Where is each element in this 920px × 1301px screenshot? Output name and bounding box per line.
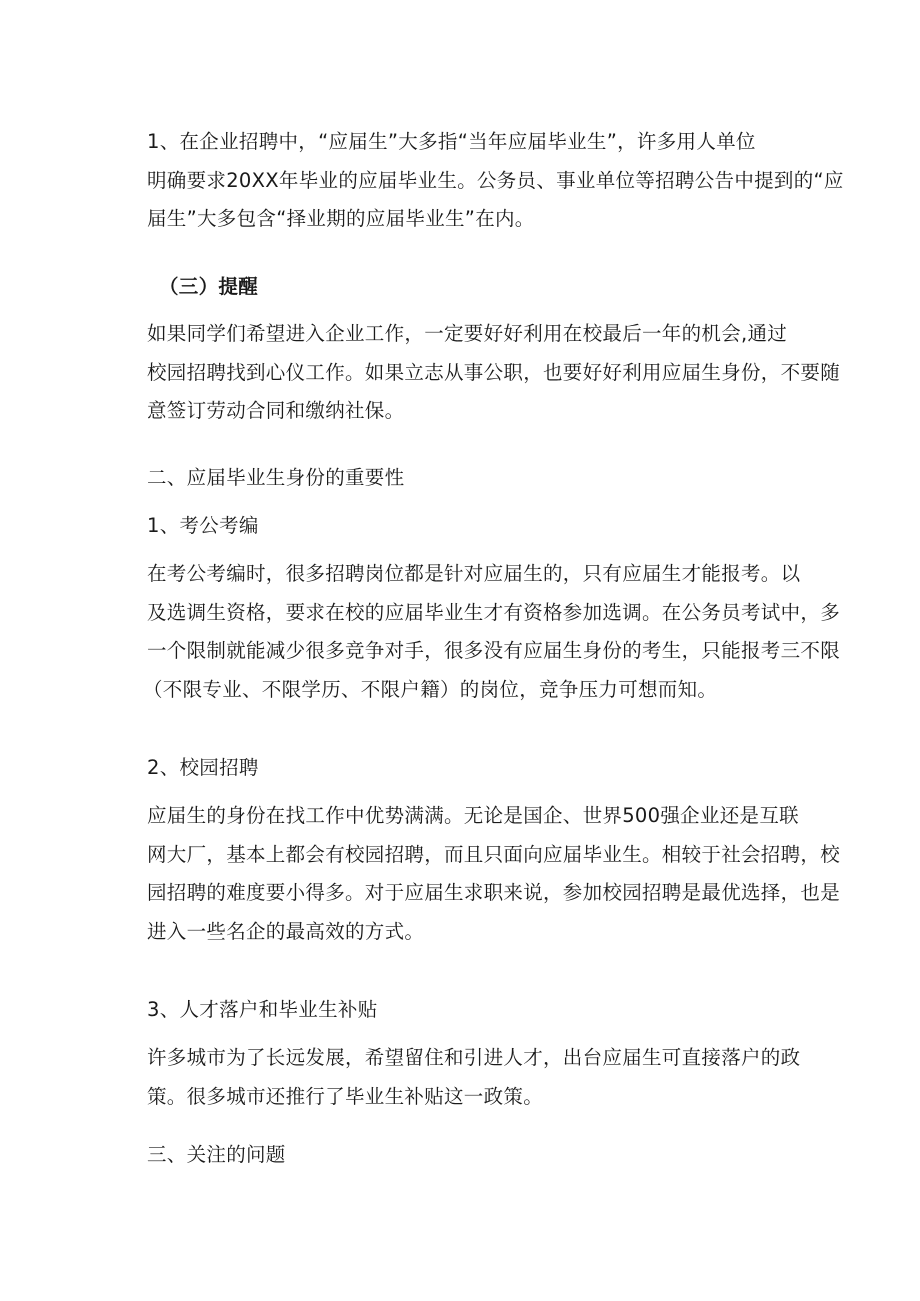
text-line: 进入一些名企的最高效的方式。 <box>147 919 425 943</box>
text-line: 网大厂，基本上都会有校园招聘，而且只面向应届毕业生。相较于社会招聘，校 <box>147 842 841 866</box>
paragraph-campus-recruitment <box>147 797 841 951</box>
paragraph-civil-service <box>143 555 841 709</box>
heading-section-two: 二、应届毕业生身份的重要性 <box>147 466 405 489</box>
paragraph-reminder <box>147 315 841 431</box>
text-line: 意签订劳动合同和缴纳社保。 <box>147 399 405 422</box>
heading-text: 2、校园招聘 <box>147 756 259 779</box>
text-line: 园招聘的难度要小得多。对于应届生求职来说，参加校园招聘是最优选择，也是 <box>147 881 841 904</box>
paragraph-settlement-subsidy <box>147 1039 813 1116</box>
text-line: 应届生的身份在找工作中优势满满。无论是国企、世界500强企业还是互联 <box>147 804 799 827</box>
paragraph-fresh-graduate-definition <box>147 123 844 239</box>
text-line: （不限专业、不限学历、不限户籍）的岗位，竞争压力可想而知。 <box>143 677 718 701</box>
heading-section-three: 三、关注的问题 <box>147 1143 286 1166</box>
text-line: 届生”大多包含“择业期的应届毕业生”在内。 <box>147 207 535 230</box>
heading-item-civil-service <box>147 507 813 546</box>
text-line: 校园招聘找到心仪工作。如果立志从事公职，也要好好利用应届生身份，不要随 <box>147 360 841 384</box>
text-line: 及选调生资格，要求在校的应届毕业生才有资格参加选调。在公务员考试中，多 <box>147 600 841 624</box>
text-line: 如果同学们希望进入企业工作，一定要好好利用在校最后一年的机会,通过 <box>147 322 788 345</box>
text-line: 许多城市为了长远发展，希望留住和引进人才，出台应届生可直接落户的政 <box>147 1046 801 1069</box>
heading-item-settlement-subsidy <box>147 991 813 1030</box>
text-line: 1、在企业招聘中，“应届生”大多指“当年应届毕业生”，许多用人单位 <box>147 130 756 153</box>
text-line: 明确要求20XX年毕业的应届毕业生。公务员、事业单位等招聘公告中提到的“应 <box>147 168 844 192</box>
heading-text: 3、人才落户和毕业生补贴 <box>147 998 378 1021</box>
heading-reminder: （三）提醒 <box>159 275 259 298</box>
text-line: 一个限制就能减少很多竞争对手，很多没有应届生身份的考生，只能报考三不限 <box>147 639 841 662</box>
heading-item-campus-recruitment <box>147 749 813 788</box>
text-line: 策。很多城市还推行了毕业生补贴这一政策。 <box>147 1084 544 1108</box>
heading-text: 1、考公考编 <box>147 514 259 537</box>
text-line: 在考公考编时，很多招聘岗位都是针对应届生的，只有应届生才能报考。以 <box>147 562 801 585</box>
